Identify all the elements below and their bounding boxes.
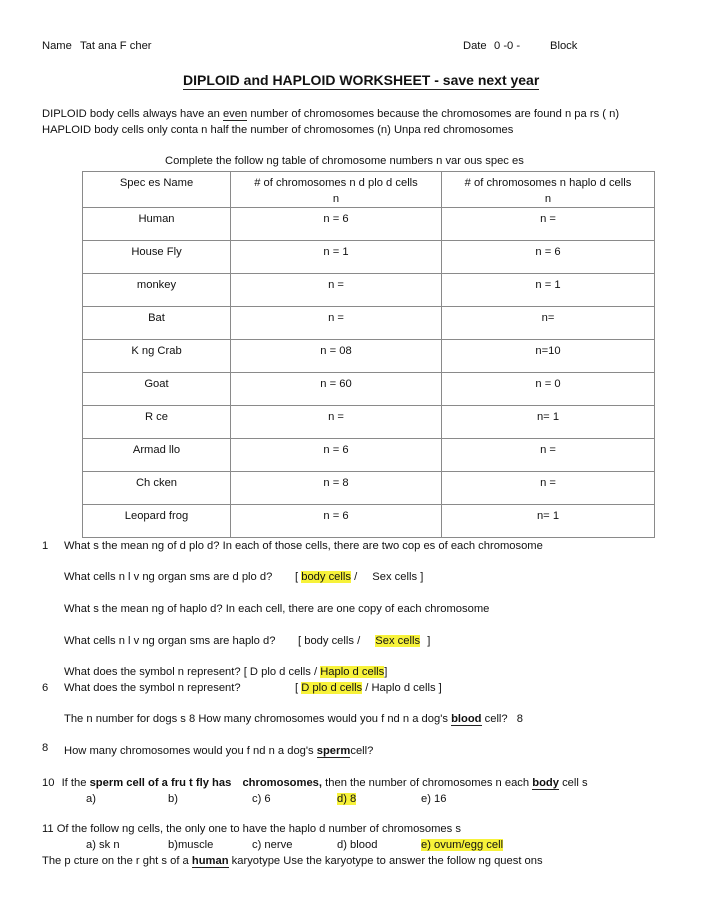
table-row: [83, 472, 655, 505]
table-header-row: [83, 172, 655, 208]
q6-option-haploid[interactable]: / Haplo d cells ]: [365, 682, 442, 694]
q2-text: What cells n l v ng organ sms are d plo d?: [64, 571, 273, 583]
q8-text: How many chromosomes would you f nd n a dog's: [64, 745, 314, 757]
q8-number: 8: [42, 742, 49, 754]
q2-option-sex-cells[interactable]: Sex cells: [372, 571, 418, 583]
q4-option-sex-cells[interactable]: Sex cells: [375, 635, 421, 647]
species-cell: R ce: [83, 406, 231, 439]
haploid-input[interactable]: n =: [442, 472, 655, 505]
q10-option-b[interactable]: b): [168, 793, 178, 805]
bracket: ]: [420, 571, 424, 583]
q10-text-d: then the number of chromosomes n each: [325, 777, 530, 789]
q7-text: The n number for dogs s 8 How many chromosomes would you f nd n a dog's: [64, 713, 448, 725]
name-value: Tat ana F cher: [80, 40, 152, 52]
date-value: 0 -0 -: [494, 40, 521, 52]
table-row: [83, 505, 655, 538]
q10-body: body: [532, 777, 559, 789]
species-cell: Human: [83, 208, 231, 241]
haploid-input[interactable]: n =: [442, 208, 655, 241]
header-diploid: # of chromosomes n d plo d cells n: [231, 172, 442, 208]
table-row: [83, 274, 655, 307]
table-row: [83, 340, 655, 373]
species-cell: Armad llo: [83, 439, 231, 472]
diploid-input[interactable]: n =: [231, 274, 442, 307]
diploid-input[interactable]: n = 8: [231, 472, 442, 505]
q8-line: [64, 745, 373, 757]
diploid-input[interactable]: n = 08: [231, 340, 442, 373]
haploid-input[interactable]: n = 1: [442, 274, 655, 307]
q8-rest: cell?: [350, 745, 374, 757]
separator: /: [354, 571, 358, 583]
intro-even: even: [222, 108, 248, 120]
table-row: [83, 406, 655, 439]
haploid-input[interactable]: n = 6: [442, 241, 655, 274]
q7-rest: cell?: [484, 713, 508, 725]
q2-choices: [295, 571, 423, 583]
haploid-input[interactable]: n = 0: [442, 373, 655, 406]
q5-line: [64, 666, 387, 678]
intro-diploid: [42, 108, 619, 120]
bracket: [: [295, 682, 299, 694]
q4-choices: [298, 635, 430, 647]
q6-choices: [295, 682, 442, 694]
haploid-input[interactable]: n =: [442, 439, 655, 472]
species-cell: Leopard frog: [83, 505, 231, 538]
q7-answer-blood: blood: [451, 713, 482, 725]
date-label: Date: [463, 40, 487, 52]
header-species: Spec es Name: [83, 172, 231, 208]
species-cell: K ng Crab: [83, 340, 231, 373]
species-cell: Goat: [83, 373, 231, 406]
table-row: [83, 307, 655, 340]
block-label: Block: [550, 40, 578, 52]
q10-text-e: cell s: [562, 777, 588, 789]
species-cell: Ch cken: [83, 472, 231, 505]
q10-text-c: chromosomes,: [242, 777, 323, 789]
karyotype-line: [42, 855, 543, 867]
q11-option-d[interactable]: d) blood: [337, 839, 378, 851]
q6-text: What does the symbol n represent?: [64, 682, 241, 694]
diploid-input[interactable]: n = 6: [231, 505, 442, 538]
q10-number: 10: [42, 777, 55, 789]
bracket: [: [295, 571, 299, 583]
q7-value[interactable]: 8: [516, 713, 523, 725]
karyotype-text-b: karyotype Use the karyotype to answer the follow ng quest ons: [231, 855, 543, 867]
species-cell: House Fly: [83, 241, 231, 274]
karyotype-text-a: The p cture on the r ght s of a: [42, 855, 189, 867]
q4-text: What cells n l v ng organ sms are haplo d?: [64, 635, 276, 647]
q11-text: 11 Of the follow ng cells, the only one to have the haplo d number of chromosomes s: [42, 823, 461, 835]
haploid-input[interactable]: n=10: [442, 340, 655, 373]
q11-option-c[interactable]: c) nerve: [252, 839, 293, 851]
diploid-input[interactable]: n =: [231, 307, 442, 340]
name-label: Name: [42, 40, 72, 52]
chromosome-table: [82, 171, 655, 538]
table-row: [83, 373, 655, 406]
q5-text: What does the symbol n represent? [ D plo d cells /: [64, 666, 318, 678]
q1-number: 1: [42, 540, 49, 552]
bracket: [: [298, 635, 302, 647]
intro-text: number of chromosomes because the chromosomes are found n pa rs ( n): [247, 108, 620, 120]
q5-option-haploid[interactable]: Haplo d cells: [320, 666, 385, 678]
q10-line: [42, 777, 588, 789]
header-haploid: # of chromosomes n haplo d cells n: [442, 172, 655, 208]
intro-text: DIPLOID body cells always have an: [42, 108, 223, 120]
haploid-input[interactable]: n= 1: [442, 505, 655, 538]
q10-option-d[interactable]: d) 8: [337, 793, 357, 805]
q3-text: What s the mean ng of haplo d? In each cell, there are one copy of each chromosome: [64, 603, 490, 615]
q2-option-body-cells[interactable]: body cells: [301, 571, 351, 583]
q1-text: What s the mean ng of d plo d? In each of those cells, there are two cop es of each chromosome: [64, 540, 543, 552]
q11-option-a[interactable]: a) sk n: [86, 839, 120, 851]
q4-option-body-cells[interactable]: body cells /: [304, 635, 361, 647]
q10-option-a[interactable]: a): [86, 793, 96, 805]
intro-haploid: HAPLOID body cells only conta n half the number of chromosomes (n) Unpa red chromosomes: [42, 124, 514, 136]
diploid-input[interactable]: n = 1: [231, 241, 442, 274]
table-row: [83, 241, 655, 274]
q11-option-e[interactable]: e) ovum/egg cell: [421, 839, 504, 851]
diploid-input[interactable]: n = 6: [231, 208, 442, 241]
q7-line: [64, 713, 523, 725]
q6-option-diploid[interactable]: D plo d cells: [301, 682, 363, 694]
diploid-input[interactable]: n = 6: [231, 439, 442, 472]
page-title: DIPLOID and HAPLOID WORKSHEET - save next year: [183, 72, 540, 88]
q10-option-e[interactable]: e) 16: [421, 793, 447, 805]
q10-text-b: sperm cell of a fru t fly has: [89, 777, 232, 789]
species-cell: Bat: [83, 307, 231, 340]
bracket: ]: [384, 666, 388, 678]
q8-answer-sperm: sperm: [316, 745, 351, 757]
karyotype-human: human: [191, 855, 229, 867]
q10-option-c[interactable]: c) 6: [252, 793, 271, 805]
bracket: ]: [427, 635, 431, 647]
q10-text-a: If the: [61, 777, 87, 789]
q11-option-b[interactable]: b)muscle: [168, 839, 214, 851]
species-cell: monkey: [83, 274, 231, 307]
table-row: [83, 208, 655, 241]
haploid-input[interactable]: n= 1: [442, 406, 655, 439]
q6-number: 6: [42, 682, 49, 694]
table-row: [83, 439, 655, 472]
diploid-input[interactable]: n = 60: [231, 373, 442, 406]
table-caption: Complete the follow ng table of chromosome numbers n var ous spec es: [165, 155, 524, 167]
haploid-input[interactable]: n=: [442, 307, 655, 340]
diploid-input[interactable]: n =: [231, 406, 442, 439]
